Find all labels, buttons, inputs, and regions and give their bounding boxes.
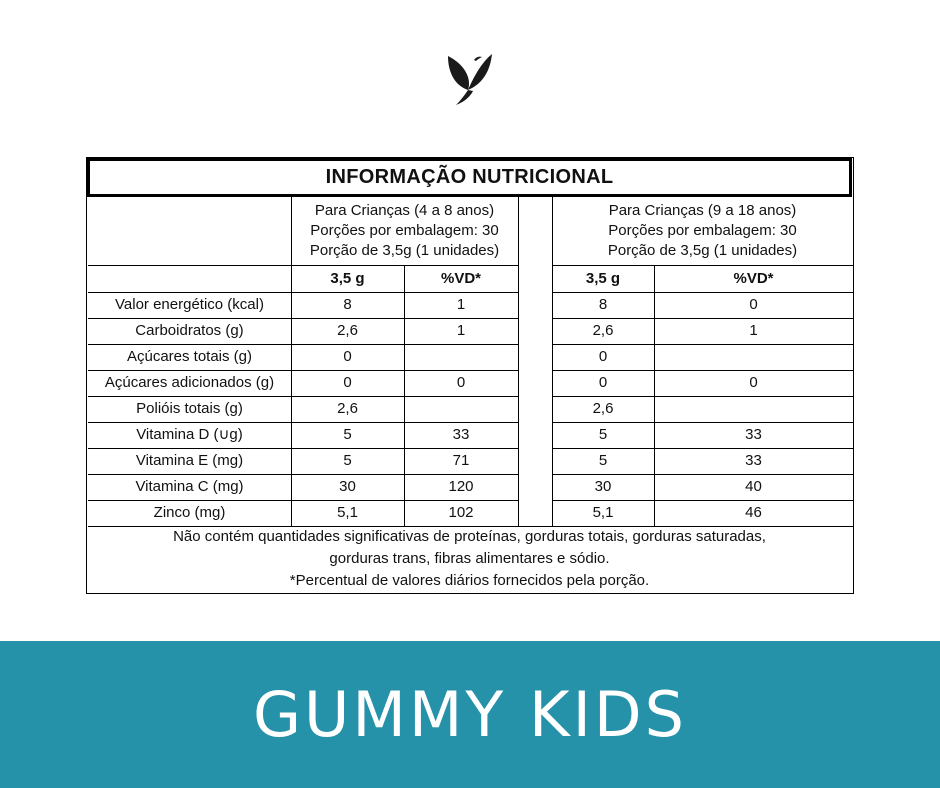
g2-amount: 2,6 <box>592 400 614 417</box>
row-label: Açúcares adicionados (g) <box>104 374 275 391</box>
table-title: INFORMAÇÃO NUTRICIONAL <box>87 158 852 197</box>
g1-amount: 30 <box>339 478 356 495</box>
g1-amount: 2,6 <box>337 322 358 339</box>
g2-vd: 33 <box>745 426 762 443</box>
g2-vd: 40 <box>745 478 762 495</box>
table-rule <box>88 422 518 423</box>
table-rule <box>552 474 853 475</box>
g1-vd: 33 <box>452 426 470 443</box>
footer-line: Não contém quantidades significativas de proteínas, gorduras totais, gorduras saturadas, <box>173 527 766 545</box>
g1-amount: 8 <box>343 296 352 313</box>
table-rule <box>88 318 518 319</box>
g1-vd <box>404 344 518 370</box>
g2-vd: 46 <box>745 504 762 521</box>
group-header <box>552 197 853 265</box>
table-rule <box>552 370 853 371</box>
group-header-line: Porção de 3,5g (1 unidades) <box>309 242 500 259</box>
product-banner <box>0 641 940 788</box>
table-rule <box>552 265 853 266</box>
g1-amount: 0 <box>343 374 352 391</box>
row-label: Vitamina D (∪g) <box>136 426 243 443</box>
g2-amount: 2,6 <box>592 322 614 339</box>
table-rule <box>88 370 518 371</box>
table-rule <box>88 265 518 266</box>
g1-amount: 5 <box>343 452 352 469</box>
product-name: GUMMY KIDS <box>252 678 688 751</box>
table-rule <box>654 265 655 526</box>
g2-vd <box>654 344 853 370</box>
table-rule <box>552 500 853 501</box>
col-header-amount: 3,5 g <box>330 269 365 287</box>
bird-leaf-icon <box>446 50 494 106</box>
row-label: Açúcares totais (g) <box>126 348 253 365</box>
g1-vd: 102 <box>448 504 474 521</box>
table-rule <box>404 265 405 526</box>
row-label: Vitamina C (mg) <box>135 478 244 495</box>
table-rule <box>88 474 518 475</box>
table-footer <box>87 524 852 593</box>
table-rule <box>552 448 853 449</box>
table-rule <box>552 292 853 293</box>
row-label: Zinco (mg) <box>153 504 226 521</box>
table-rule <box>88 292 518 293</box>
g2-amount: 0 <box>598 374 608 391</box>
table-rule <box>291 197 292 526</box>
footer-line: gorduras trans, fibras alimentares e sódio. <box>329 549 610 567</box>
row-label: Valor energético (kcal) <box>115 296 264 313</box>
nutrition-table <box>86 157 854 594</box>
table-rule <box>552 422 853 423</box>
col-header-vd: %VD* <box>733 269 774 287</box>
g2-vd <box>654 396 853 422</box>
table-rule <box>552 396 853 397</box>
g1-vd <box>404 396 518 422</box>
g2-amount: 5 <box>598 426 608 443</box>
col-header-vd: %VD* <box>440 269 481 287</box>
g2-amount: 8 <box>598 296 608 313</box>
g2-vd: 33 <box>745 452 762 469</box>
table-rule <box>552 197 553 526</box>
table-rule <box>552 344 853 345</box>
g1-vd: 1 <box>456 296 466 313</box>
g2-amount: 0 <box>598 348 608 365</box>
group-header-line: Porções por embalagem: 30 <box>310 222 499 239</box>
table-rule <box>552 318 853 319</box>
table-rule <box>518 197 519 526</box>
table-rule <box>88 448 518 449</box>
group-header <box>291 197 518 265</box>
g1-vd: 120 <box>448 478 474 495</box>
g2-vd: 1 <box>749 322 758 339</box>
g2-amount: 30 <box>594 478 612 495</box>
footer-line: *Percentual de valores diários fornecidos pela porção. <box>289 571 650 589</box>
g2-vd: 0 <box>749 296 758 313</box>
g2-amount: 5,1 <box>592 504 614 521</box>
table-rule <box>88 500 518 501</box>
group-header-line: Para Crianças (4 a 8 anos) <box>314 202 495 219</box>
group-header-line: Porção de 3,5g (1 unidades) <box>607 242 798 259</box>
row-label: Carboidratos (g) <box>135 322 244 339</box>
row-label: Vitamina E (mg) <box>135 452 244 469</box>
g2-vd: 0 <box>749 374 758 391</box>
g1-vd: 1 <box>456 322 466 339</box>
g1-amount: 0 <box>343 348 352 365</box>
g1-vd: 0 <box>456 374 466 391</box>
table-rule <box>88 344 518 345</box>
row-label: Polióis totais (g) <box>136 400 243 417</box>
g2-amount: 5 <box>598 452 608 469</box>
g1-vd: 71 <box>452 452 470 469</box>
col-header-amount: 3,5 g <box>585 269 621 287</box>
g1-amount: 5 <box>343 426 352 443</box>
g1-amount: 5,1 <box>337 504 358 521</box>
group-header-line: Porções por embalagem: 30 <box>608 222 797 239</box>
table-rule <box>88 396 518 397</box>
group-header-line: Para Crianças (9 a 18 anos) <box>608 202 797 219</box>
g1-amount: 2,6 <box>337 400 358 417</box>
